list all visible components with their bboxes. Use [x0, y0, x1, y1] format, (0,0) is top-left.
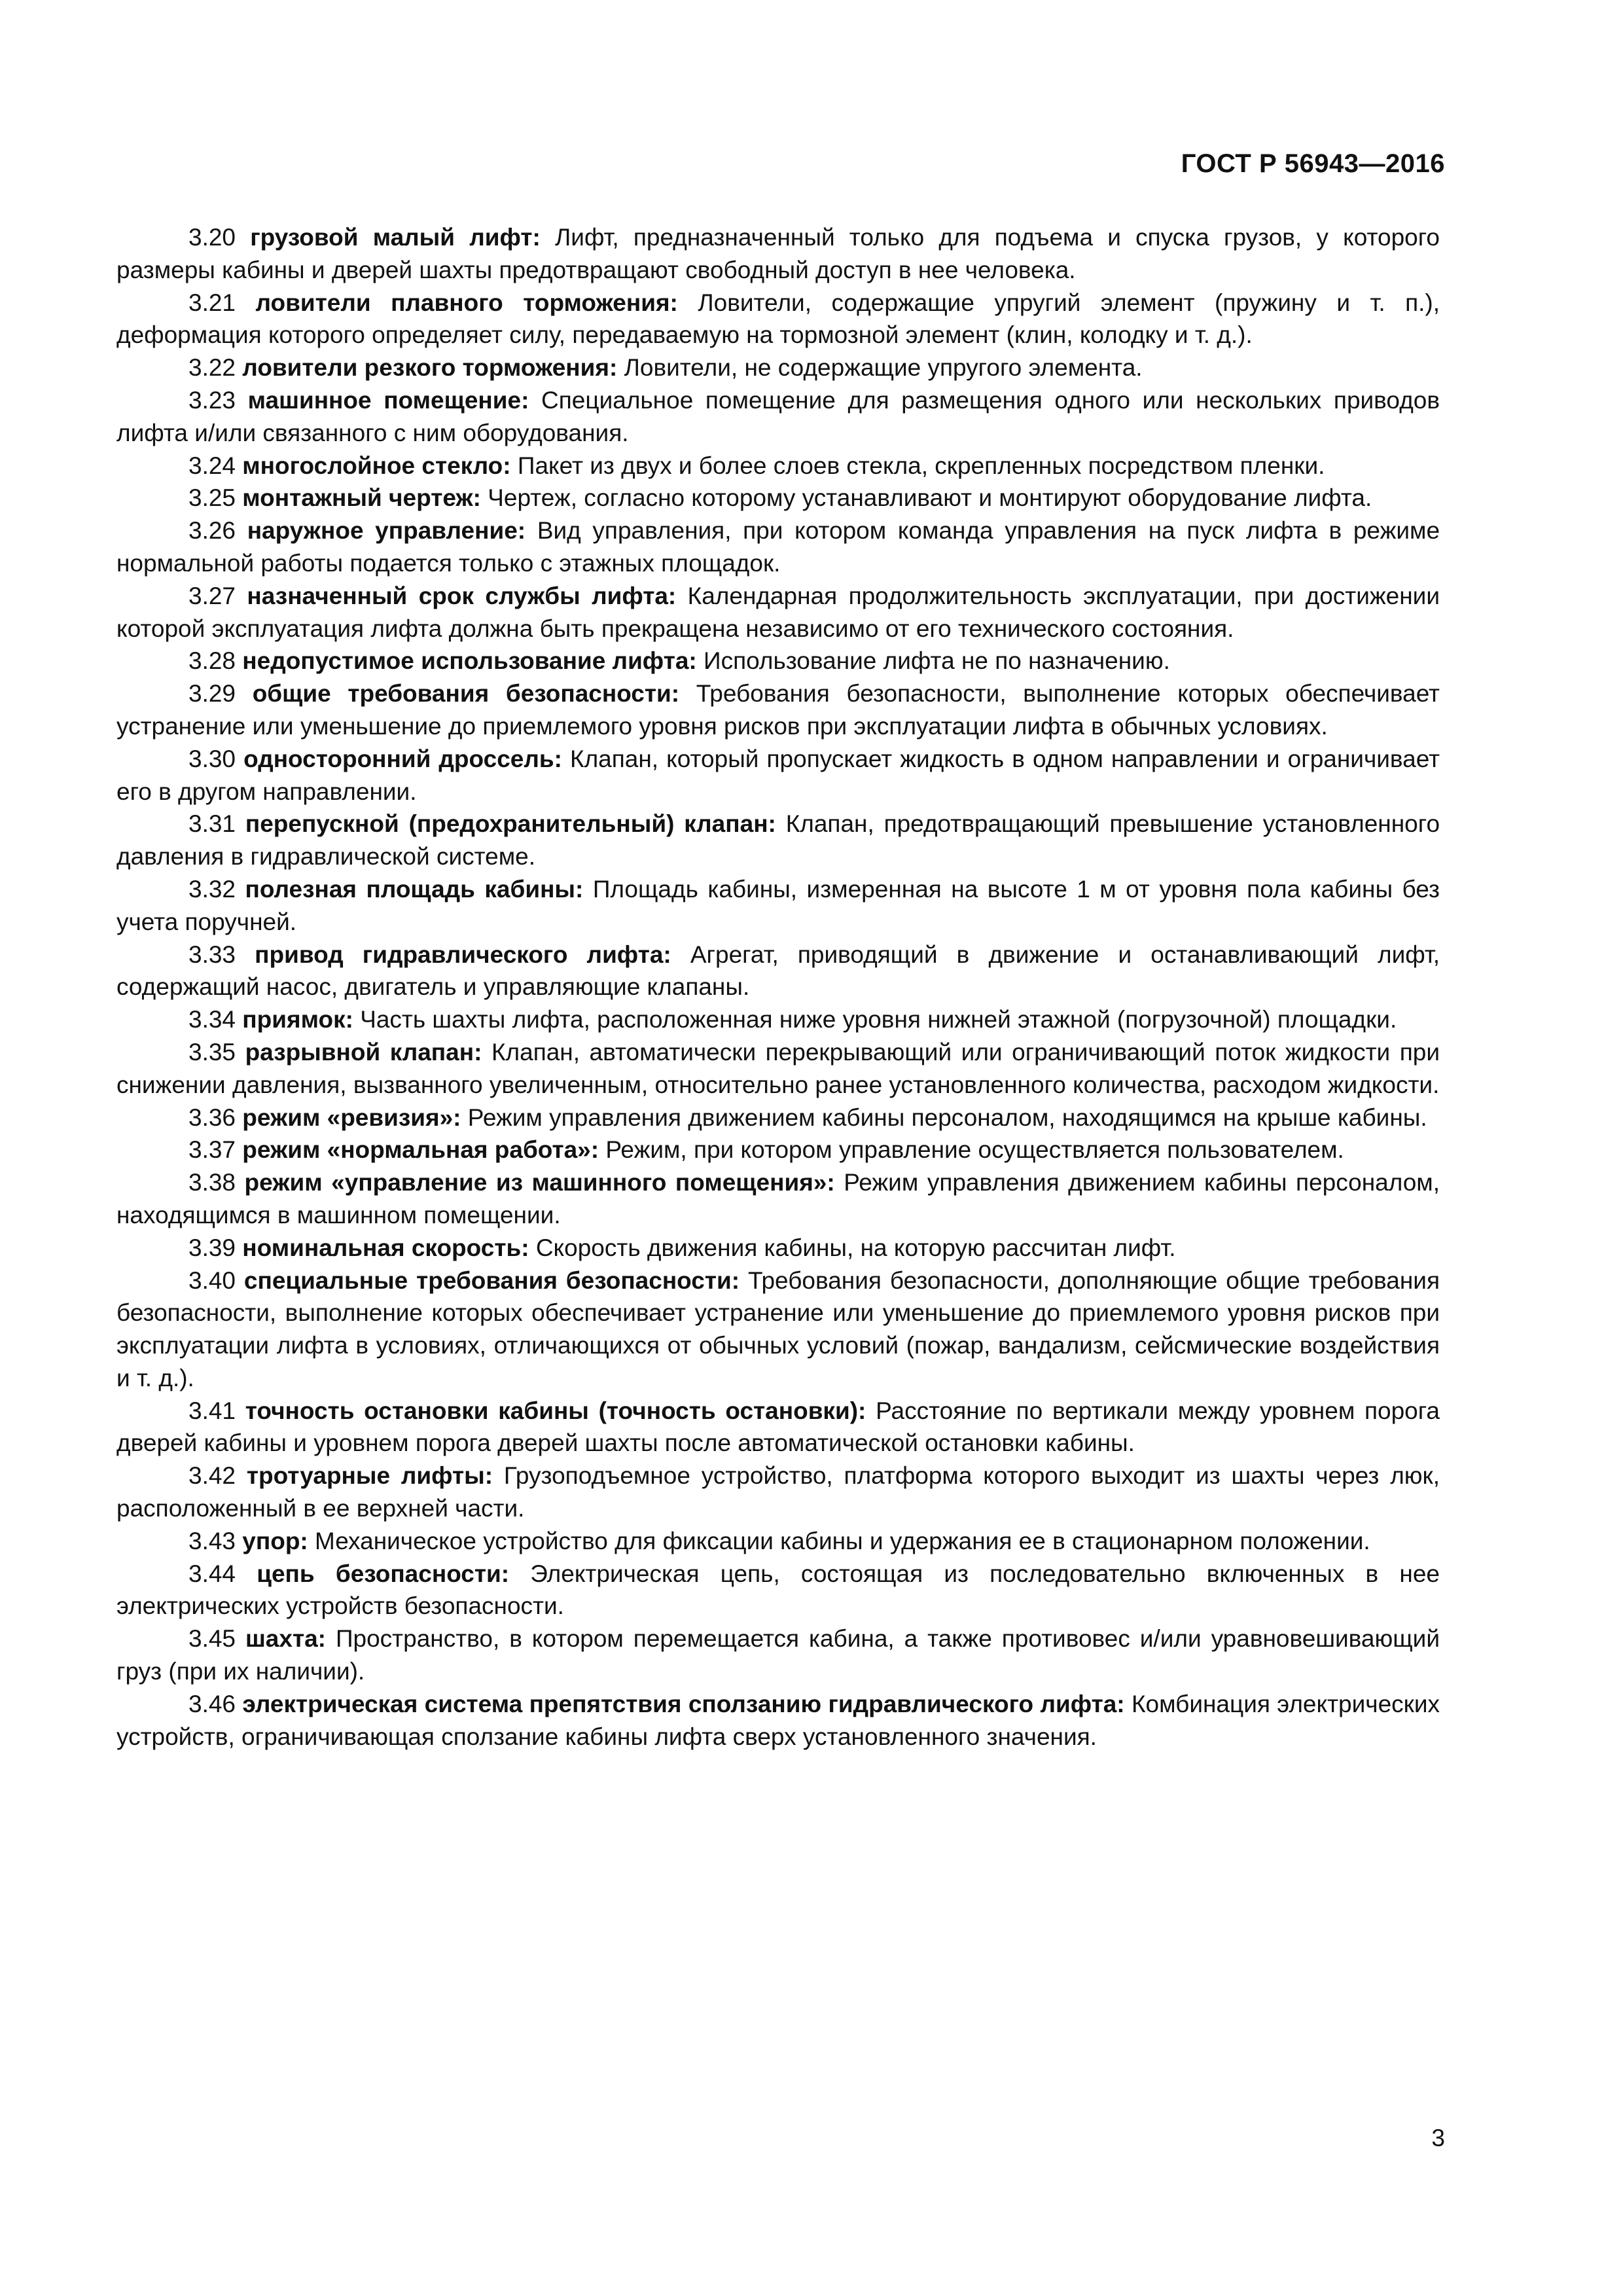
term-number: 3.33	[188, 941, 236, 968]
term-definition: Вид управления, при котором команда управления на пуск лифта в режиме нормальной работы подается только с этажных площадок.	[116, 517, 1440, 577]
term-entry	[116, 287, 1440, 352]
term-title: шахта:	[245, 1625, 326, 1653]
term-title: режим «ревизия»:	[242, 1103, 461, 1131]
term-number: 3.28	[188, 647, 236, 675]
term-title: привод гидравлического лифта:	[255, 941, 671, 968]
term-entry	[116, 1395, 1440, 1460]
term-entry	[116, 743, 1440, 808]
term-entry	[116, 1134, 1440, 1166]
term-number: 3.46	[188, 1690, 236, 1717]
term-number: 3.25	[188, 484, 236, 512]
term-definition: Расстояние по вертикали между уровнем порога дверей кабины и уровнем порога дверей шахты после автоматической остановки кабины.	[116, 1397, 1440, 1457]
term-definition: Скорость движения кабины, на которую рассчитан лифт.	[535, 1234, 1176, 1261]
term-number: 3.32	[188, 875, 236, 903]
term-entry	[116, 1166, 1440, 1232]
term-entry	[116, 221, 1440, 287]
term-definition: Режим управления движением кабины персоналом, находящимся в машинном помещении.	[116, 1169, 1440, 1229]
term-definition: Механическое устройство для фиксации кабины и удержания ее в стационарном положении.	[315, 1527, 1370, 1554]
term-number: 3.30	[188, 745, 236, 772]
term-number: 3.45	[188, 1625, 236, 1653]
term-entry	[116, 873, 1440, 939]
term-number: 3.37	[188, 1136, 236, 1164]
term-entry	[116, 351, 1440, 384]
term-definition: Комбинация электрических устройств, ограничивающая сползание кабины лифта сверх установленного значения.	[116, 1690, 1440, 1750]
term-entry	[116, 384, 1440, 450]
term-title: разрывной клапан:	[245, 1038, 482, 1066]
term-definition: Площадь кабины, измеренная на высоте 1 м от уровня пола кабины без учета поручней.	[116, 875, 1440, 935]
term-title: режим «нормальная работа»:	[242, 1136, 599, 1164]
term-title: электрическая система препятствия сползанию гидравлического лифта:	[242, 1690, 1125, 1717]
terms-list	[116, 221, 1440, 1753]
term-number: 3.27	[188, 582, 236, 609]
term-number: 3.42	[188, 1462, 236, 1490]
term-number: 3.34	[188, 1006, 236, 1033]
term-number: 3.26	[188, 517, 236, 545]
term-title: многослойное стекло:	[242, 452, 511, 479]
term-definition: Пространство, в котором перемещается кабина, а также противовес и/или уравновешивающий груз (при их наличии).	[116, 1625, 1440, 1685]
term-number: 3.22	[188, 354, 236, 382]
term-number: 3.35	[188, 1038, 236, 1066]
term-number: 3.31	[188, 810, 236, 838]
term-title: перепускной (предохранительный) клапан:	[245, 810, 776, 838]
term-number: 3.39	[188, 1234, 236, 1261]
term-definition: Режим, при котором управление осуществляется пользователем.	[605, 1136, 1344, 1164]
term-title: ловители плавного торможения:	[255, 289, 678, 316]
term-entry	[116, 1003, 1440, 1036]
term-definition: Календарная продолжительность эксплуатации, при достижении которой эксплуатация лифта должна быть прекращена независимо от его технического состояния.	[116, 582, 1440, 642]
term-entry	[116, 1525, 1440, 1558]
term-number: 3.23	[188, 386, 236, 414]
term-title: грузовой малый лифт:	[250, 224, 541, 251]
term-entry	[116, 1102, 1440, 1134]
term-definition: Использование лифта не по назначению.	[704, 647, 1170, 675]
term-title: машинное помещение:	[247, 386, 529, 414]
term-title: номинальная скорость:	[242, 1234, 529, 1261]
term-title: полезная площадь кабины:	[245, 875, 584, 903]
term-entry	[116, 482, 1440, 514]
term-title: недопустимое использование лифта:	[242, 647, 697, 675]
term-definition: Агрегат, приводящий в движение и останавливающий лифт, содержащий насос, двигатель и управляющие клапаны.	[116, 941, 1440, 1001]
term-number: 3.40	[188, 1266, 236, 1294]
document-header: ГОСТ Р 56943—2016	[1181, 149, 1445, 178]
term-entry	[116, 514, 1440, 580]
term-title: точность остановки кабины (точность остановки):	[245, 1397, 866, 1424]
term-definition: Часть шахты лифта, расположенная ниже уровня нижней этажной (погрузочной) площадки.	[360, 1006, 1397, 1033]
term-title: приямок:	[242, 1006, 353, 1033]
term-definition: Электрическая цепь, состоящая из последовательно включенных в нее электрических устройств безопасности.	[116, 1560, 1440, 1620]
term-definition: Чертеж, согласно которому устанавливают и монтируют оборудование лифта.	[488, 484, 1372, 512]
term-definition: Режим управления движением кабины персоналом, находящимся на крыше кабины.	[467, 1103, 1427, 1131]
term-entry	[116, 1558, 1440, 1623]
term-title: режим «управление из машинного помещения»:	[244, 1169, 835, 1196]
term-definition: Требования безопасности, дополняющие общие требования безопасности, выполнение которых обеспечивает устранение или уменьшение до приемлемого уровня рисков при эксплуатации лифта в условиях, отличающихся от обычных условий (пожар, вандализм, сейсмические воздействия и т. д.).	[116, 1266, 1440, 1391]
term-entry	[116, 1265, 1440, 1395]
term-number: 3.38	[188, 1169, 236, 1196]
term-definition: Ловители, содержащие упругий элемент (пружину и т. п.), деформация которого определяет силу, передаваемую на тормозной элемент (клин, колодку и т. д.).	[116, 289, 1440, 349]
term-definition: Ловители, не содержащие упругого элемента.	[624, 354, 1143, 382]
term-definition: Клапан, предотвращающий превышение установленного давления в гидравлической системе.	[116, 810, 1440, 870]
term-definition: Клапан, автоматически перекрывающий или ограничивающий поток жидкости при снижении давления, вызванного увеличенным, относительно ранее установленного количества, расходом жидкости.	[116, 1038, 1440, 1098]
term-title: специальные требования безопасности:	[243, 1266, 740, 1294]
term-number: 3.24	[188, 452, 236, 479]
term-number: 3.41	[188, 1397, 236, 1424]
term-number: 3.44	[188, 1560, 236, 1587]
term-entry	[116, 645, 1440, 677]
term-entry	[116, 808, 1440, 873]
term-entry	[116, 1623, 1440, 1688]
page-number: 3	[1431, 2125, 1445, 2151]
term-title: цепь безопасности:	[257, 1560, 510, 1587]
term-title: упор:	[242, 1527, 308, 1554]
term-title: односторонний дроссель:	[243, 745, 562, 772]
term-definition: Лифт, предназначенный только для подъема и спуска грузов, у которого размеры кабины и дверей шахты предотвращают свободный доступ в нее человека.	[116, 224, 1440, 283]
term-title: ловители резкого торможения:	[242, 354, 618, 382]
term-entry	[116, 939, 1440, 1004]
term-number: 3.43	[188, 1527, 236, 1554]
term-entry	[116, 1688, 1440, 1753]
term-definition: Пакет из двух и более слоев стекла, скрепленных посредством пленки.	[517, 452, 1325, 479]
term-number: 3.36	[188, 1103, 236, 1131]
term-definition: Специальное помещение для размещения одного или нескольких приводов лифта и/или связанного с ним оборудования.	[116, 386, 1440, 446]
term-definition: Требования безопасности, выполнение которых обеспечивает устранение или уменьшение до приемлемого уровня рисков при эксплуатации лифта в обычных условиях.	[116, 680, 1440, 740]
term-title: тротуарные лифты:	[246, 1462, 493, 1490]
term-definition: Грузоподъемное устройство, платформа которого выходит из шахты через люк, расположенный в ее верхней части.	[116, 1462, 1440, 1522]
term-title: общие требования безопасности:	[252, 680, 680, 708]
term-definition: Клапан, который пропускает жидкость в одном направлении и ограничивает его в другом направлении.	[116, 745, 1440, 805]
term-number: 3.29	[188, 680, 236, 708]
term-number: 3.20	[188, 224, 236, 251]
term-entry	[116, 1232, 1440, 1265]
term-title: назначенный срок службы лифта:	[247, 582, 677, 609]
term-entry	[116, 580, 1440, 645]
term-title: наружное управление:	[247, 517, 526, 545]
term-entry	[116, 1460, 1440, 1525]
term-entry	[116, 677, 1440, 743]
term-entry	[116, 1036, 1440, 1102]
term-title: монтажный чертеж:	[242, 484, 481, 512]
term-number: 3.21	[188, 289, 236, 316]
term-entry	[116, 450, 1440, 482]
